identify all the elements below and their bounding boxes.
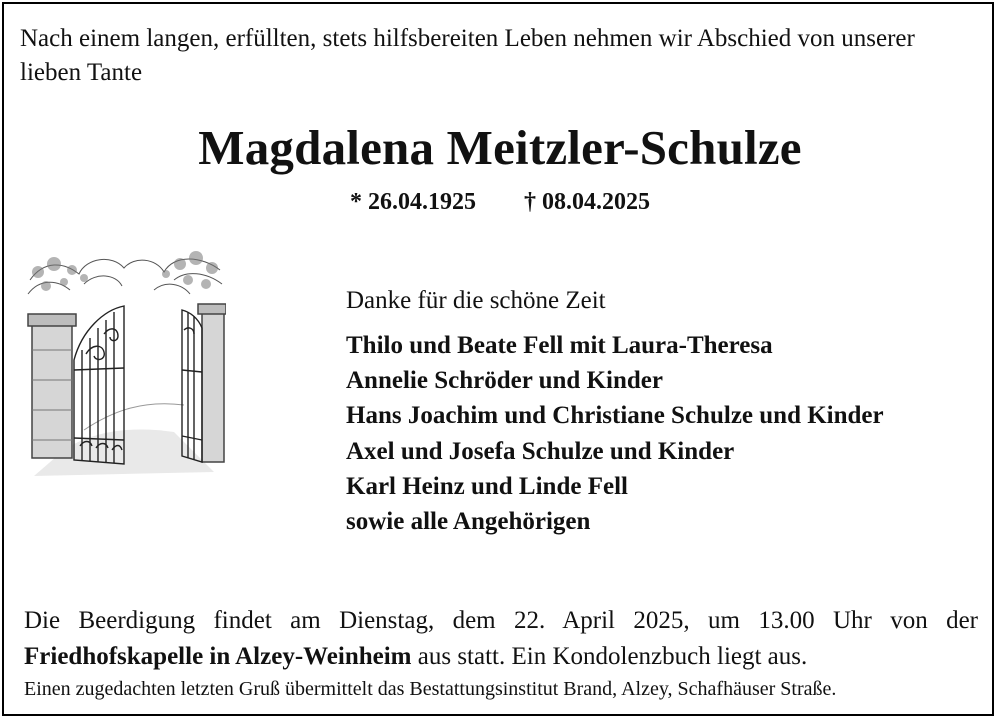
funeral-info-rest: aus statt. Ein Kondolenzbuch liegt aus. (411, 643, 808, 670)
mourner-item: Thilo und Beate Fell mit Laura-Theresa (346, 332, 773, 359)
funeral-info-line1: Die Beerdigung findet am Dienstag, dem 22. April 2025, um 13.00 Uhr von der (24, 607, 978, 634)
mourner-item: Karl Heinz und Linde Fell (346, 472, 628, 500)
footer-note: Einen zugedachten letzten Gruß übermittelt das Bestattungsinstitut Brand, Alzey, Schafhäuser Straße. (24, 678, 837, 700)
funeral-info-line2 (24, 640, 978, 674)
mourner-item: Hans Joachim und Christiane Schulze und Kinder (346, 402, 884, 430)
funeral-location: Friedhofskapelle in Alzey-Weinheim (24, 643, 412, 670)
life-dates (0, 186, 1000, 218)
mourner-item: Axel und Josefa Schulze und Kinder (346, 437, 735, 465)
intro-text: Nach einem langen, erfüllten, stets hilfsbereiten Leben nehmen wir Abschied von unserer lieben Tante (20, 25, 915, 86)
thanks-line: Danke für die schöne Zeit (346, 287, 606, 314)
garden-gate-illustration (24, 250, 226, 484)
deceased-name: Magdalena Meitzler-Schulze (198, 120, 802, 175)
birth-date: * 26.04.1925 (350, 189, 476, 215)
mourners-list (346, 328, 884, 539)
mourner-item: sowie alle Angehörigen (346, 508, 591, 536)
death-date: † 08.04.2025 (524, 189, 650, 215)
mourner-item: Annelie Schröder und Kinder (346, 367, 663, 395)
